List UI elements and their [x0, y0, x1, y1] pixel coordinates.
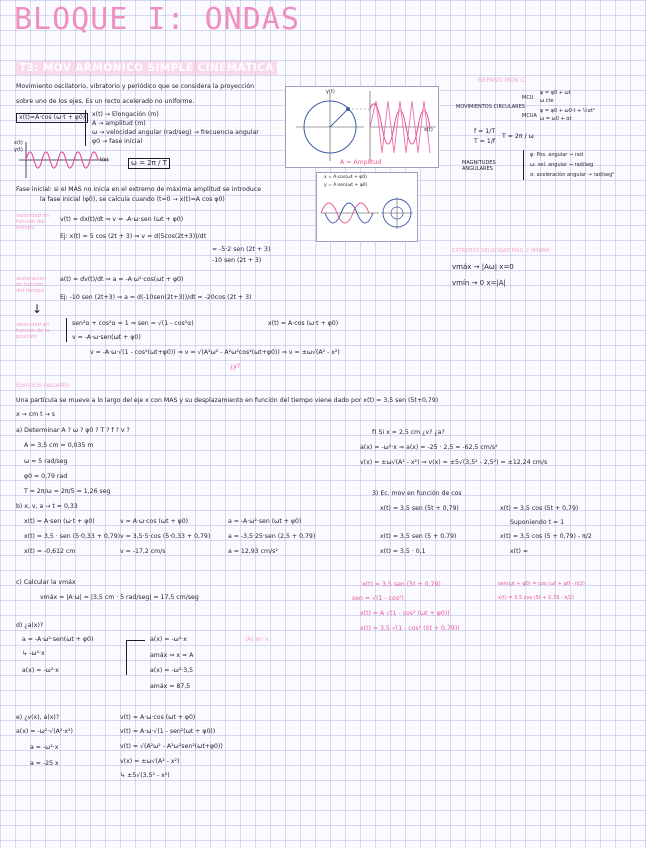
intro-line-2: sobre uno de los ejes. Es un recto acelerado no uniforme.	[16, 98, 195, 105]
repaso-mag-3: α: aceleración angular → rad/seg²	[530, 172, 615, 178]
intro-line-1: Movimiento oscilatorio, vibratorio y periódico que se considera la proyección	[16, 83, 255, 90]
answer-f-1: a(x) = -ω²·x ⇒ a(x) = -25 · 2,5 = -62,5 cm/s²	[360, 444, 498, 451]
omega-equation: ω = 2π / T	[128, 158, 170, 169]
repaso-mcu-eq2: ω cte	[540, 98, 554, 104]
answer-e-6: x(t) = 3,5 · 0,1	[380, 548, 426, 555]
answer-d-4: a(x) = -ω²·x	[150, 636, 187, 643]
answer-g-1: v(t) = A·ω·cos (ωt + φ0)	[120, 714, 196, 721]
question-e2: e) ¿v(x), a(x)?	[16, 714, 60, 721]
repaso-mag-1: φ: Pos. angular → rad	[530, 152, 583, 158]
answer-d-2: ↳ -ω²·x	[22, 650, 45, 657]
answer-d-pink: |A| en x	[245, 636, 269, 643]
answer-d-5: amáx ⇒ x = A	[150, 652, 194, 659]
answer-b-3: x(t) = -0,612 cm	[24, 548, 76, 555]
phase-note-line-2: la fase inicial (φ0), se calcula cuando (t=0 → x(t)=A cos φ0)	[40, 196, 225, 203]
answer-e-7: x(t) =	[510, 548, 529, 555]
legend-omega: ω → velocidad angular (rad/seg) → frecuencia angular	[92, 129, 259, 136]
d-bracket	[126, 640, 145, 675]
pink-note-5: sen(ωt + φ0) = cos (ωt + φ0 - π/2)	[498, 581, 585, 587]
question-d: d) ¿a(x)?	[16, 622, 44, 629]
system-eq-2: v = -A·ω·sen(ωt + φ0)	[72, 334, 141, 341]
question-c: c) Calcular la vmáx	[16, 579, 76, 586]
velocity-eq-4: -10 sen (2t + 3)	[212, 257, 262, 264]
answer-b-7: a = -A·ω²·sen (ωt + φ0)	[228, 518, 302, 525]
answer-e-2: x(t) = 3,5 cos (5t + 0,79)	[500, 505, 579, 512]
wave-sketch	[14, 140, 114, 180]
legend-amplitude: A → amplitud (m)	[92, 120, 146, 127]
figure1-label-x: x(t)	[424, 127, 433, 133]
legend-x: x(t) → Elongación (m)	[92, 111, 159, 118]
answer-g-5: ↳ ±5√(3,5² - x²)	[120, 772, 170, 779]
repaso-mcu: MCU	[522, 95, 534, 101]
pink-note-2: sen = √(1 - cos²)	[352, 595, 404, 602]
system-eq-1: sen²α + cos²α = 1 ⇒ sen = √(1 - cos²α)	[72, 320, 194, 327]
repaso-mag-label: MAGNITUDES ANGULARES	[462, 160, 496, 173]
circle-projection-figure	[285, 86, 439, 168]
answer-b-9: a = 12,93 cm/s²	[228, 548, 278, 555]
wave-axis-x: x(t)	[14, 140, 23, 146]
repaso-mcua-eq2: ω = ω0 + αt	[540, 116, 572, 122]
answer-e2-1: a(x) = -ω²·√(A²·x²)	[16, 728, 73, 735]
answer-e-4: x(t) = 3,5 sen (5 + 0,79)	[380, 533, 457, 540]
page-title: BLOQUE I: ONDAS	[14, 2, 300, 37]
answer-b-2: x(t) = 3,5 · sen (5·0,33 + 0,79)	[24, 533, 121, 540]
repaso-heading: REPASO MOV C	[478, 77, 526, 84]
answer-g-2: v(t) = A·ω·√(1 - sen²(ωt + φ0))	[120, 728, 216, 735]
repaso-mcua-eq1: φ = φ0 + ω0·t + ½αt²	[540, 108, 595, 114]
answer-e-3: Suponiendo t = 1	[510, 519, 565, 526]
question-a: a) Determinar A ? ω ? φ0 ? T ? f ? v ?	[16, 427, 130, 434]
figure2-line-1: x = A·cos(ωt + φ0)	[324, 175, 367, 180]
answer-b-5: v = 3,5·5·cos (5·0,33 + 0,79)	[120, 533, 211, 540]
velocity-eq-3: = -5·2 sen (2t + 3)	[212, 246, 271, 253]
repaso-T-eq: T = 1/f	[474, 138, 496, 145]
answer-g-3: v(t) = √(A²ω² - A²ω²sen²(ωt+φ0))	[120, 743, 223, 750]
figure2-line-2: y = A·sen(ωt + φ0)	[324, 183, 368, 188]
answer-e2-3: a = -25 x	[30, 760, 59, 767]
pink-note-4: x(t) = 3,5 √(1 - cos² (5t + 0,79))	[360, 625, 460, 632]
answer-f-2: v(x) = ±ω√(A² - x²) ⇒ v(x) = ±5√(3,5² - 2,5²) = ±12,24 cm/s	[360, 459, 548, 466]
down-arrow-icon: ↓	[32, 302, 43, 316]
phase-note-line-1: Fase inicial: si el MAS no inicia en el extremo de máxima amplitud se introduce	[16, 186, 261, 193]
wave-axis-y: y(t)	[14, 147, 23, 153]
answer-a-1: A = 3,5 cm = 0,035 m	[24, 442, 94, 449]
position-velocity-note: ¿y?	[230, 363, 241, 370]
answer-d-7: amáx = 87,5	[150, 683, 191, 690]
figure1-caption: A = Amplitud	[340, 159, 382, 166]
exercise-statement: Una partícula se mueve a lo largo del eje x con MAS y su desplazamiento en función del tiempo viene dado por x(t) = 3,5 sen (5t+0,79)	[16, 397, 439, 404]
system-eq-1b: x(t) = A·cos (ω·t + φ0)	[268, 320, 339, 327]
velocity-eq-1: v(t) = dx(t)/dt ⇒ v = -A·ω·sen (ωt + φ0)	[60, 216, 184, 223]
page-subtitle: T3: MOV ARMÓNICO SIMPLE CINEMÁTICA	[16, 61, 277, 75]
main-equation: x(t)=A·cos (ω·t + φ0)	[16, 113, 88, 123]
answer-a-3: φ0 = 0,79 rad	[24, 473, 68, 480]
answer-b-8: a = -3,5·25·sen (2,5 + 0,79)	[228, 533, 316, 540]
exercise-heading: Ejercicio resuelto	[16, 382, 69, 389]
pink-note-6: x(t) = 3,5 cos (5t + 0,79 - π/2)	[498, 595, 575, 601]
velocity-eq-2: Ej: x(t) = 5 cos (2t + 3) ⇒ v = d(5cos(2t+3))/dt	[60, 233, 206, 240]
answer-e2-2: a = -ω²·x	[30, 744, 59, 751]
exercise-units: x → cm t → s	[16, 411, 55, 418]
answer-g-4: v(x) = ±ω√(A² - x²)	[120, 758, 180, 765]
answer-d-1: a = -A·ω²·sen(ωt + φ0)	[22, 636, 94, 643]
answer-d-6: a(x) = -ω²·3,5	[150, 667, 194, 674]
repaso-T2-eq: T = 2π / ω	[502, 133, 534, 140]
repaso-brace	[523, 150, 528, 180]
legend-phase: φ0 → fase inicial	[92, 138, 143, 145]
answer-a-4: T = 2π/ω = 2π/5 = 1,26 seg	[24, 488, 111, 495]
answer-a-2: ω = 5 rad/seg	[24, 458, 68, 465]
acceleration-eq-1: a(t) = dv(t)/dt ⇒ a = -A·ω²·cos(ωt + φ0)	[60, 276, 184, 283]
system-brace	[66, 318, 71, 342]
answer-e-5: x(t) = 3,5 cos (5 + 0,79) - π/2	[500, 533, 592, 540]
answer-d-3: a(x) = -ω²·x	[22, 667, 59, 674]
max-values-row-1: vmáx → |Aω| x=0	[452, 263, 514, 271]
repaso-mcua: MCUA	[522, 113, 537, 119]
wave-axis-t: t(s)	[100, 157, 109, 163]
velocity-side-label: velocidad en función del tiempo	[16, 213, 50, 232]
answer-b-6: v = -17,2 cm/s	[120, 548, 166, 555]
pink-note-3: x(t) = A √(1 - cos² (ωt + φ0))	[360, 610, 450, 617]
answer-b-4: v = A·ω·cos (ωt + φ0)	[120, 518, 189, 525]
acceleration-eq-2: Ej: -10 sen (2t+3) ⇒ a = d(-10sen(2t+3))/dt = -20cos (2t + 3)	[60, 294, 252, 301]
repaso-mcu-eq1: φ = φ0 + ωt	[540, 90, 571, 96]
question-f: f) Si x = 2,5 cm ¿v? ¿a?	[372, 429, 445, 436]
question-b: b) x, v, a → t = 0,33	[16, 503, 78, 510]
max-values-heading: EXTREMOS VELOCIDAD MÁX. Y MÍNIMA	[452, 248, 550, 254]
answer-b-1: x(t) = A·sen (ω·t + φ0)	[24, 518, 95, 525]
max-values-row-2: vmín → 0 x=|A|	[452, 279, 506, 287]
repaso-mc-label: MOVIMIENTOS CIRCULARES	[456, 104, 525, 110]
figure1-label-y: y(t)	[326, 89, 335, 95]
repaso-mag-2: ω: vel. angular → rad/seg	[530, 162, 594, 168]
question-e-cos: 3) Ec. mov en función de cos	[372, 490, 462, 497]
answer-e-1: x(t) = 3,5 sen (5t + 0,79)	[380, 505, 459, 512]
position-velocity-result: v = -A·ω·√(1 - cos²(ωt+φ0)) ⇒ v = √(A²ω² - A²ω²cos²(ωt+φ0)) ⇒ v = ±ω√(A² - x²)	[90, 349, 340, 356]
answer-c-1: vmáx = |A·ω| = |3,5 cm · 5 rad/seg| = 17,5 cm/seg	[40, 594, 199, 601]
repaso-f-eq: f = 1/T	[474, 128, 496, 135]
pink-note-1: x(t) = 3,5 sen (5t + 0,79)	[362, 581, 441, 588]
position-velocity-side-label: velocidad en función de la posición	[16, 322, 50, 341]
acceleration-side-label: aceleración en función del tiempo	[16, 276, 46, 295]
